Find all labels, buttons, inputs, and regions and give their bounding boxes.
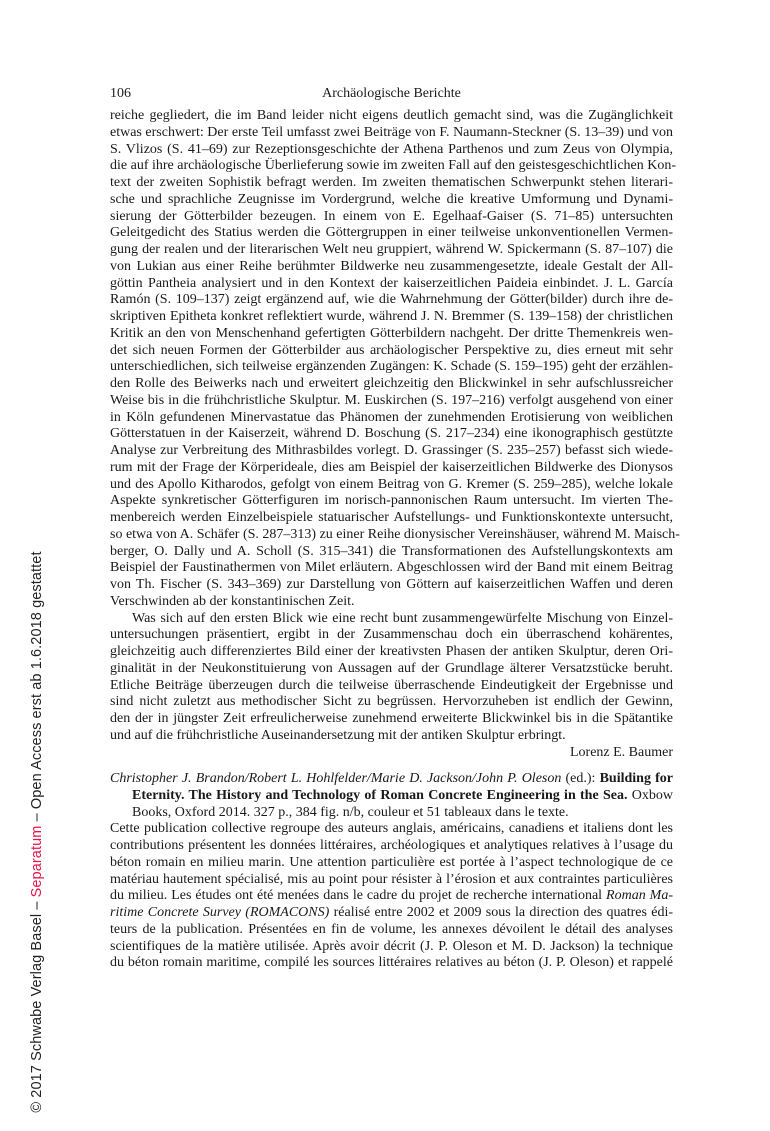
- text-line: [110, 410, 673, 427]
- text-line: [110, 460, 673, 477]
- text-segment: den Rolle des Beiwerks nach und erweitert gleichzeitig den Blickwinkel in sehr aufschlussreicher: [110, 376, 673, 391]
- text-line: [110, 175, 673, 192]
- bold-text: Eternity. The History and Technology of Roman Concrete Engineering in the Sea.: [132, 787, 628, 803]
- text-line: [110, 393, 673, 410]
- text-segment: du béton romain maritime, compilé les sources littéraires relatives au béton (J. P. Oleson) et rappelé: [110, 955, 673, 971]
- text-line: [110, 108, 673, 125]
- text-line: [110, 225, 673, 242]
- text-segment: (ed.):: [561, 771, 600, 786]
- text-line: [110, 939, 673, 956]
- review-building-for-eternity: [110, 771, 673, 972]
- text-line: [110, 443, 673, 460]
- text-segment: du milieu. Les études ont été menées dans le cadre du projet de recherche international: [110, 888, 607, 904]
- text-segment: rum mit der Frage der Körperideale, dies am Beispiel der kaiserzeitlichen Bildwerke des Dionysos: [110, 459, 673, 475]
- text-segment: S. Vlizos (S. 41–69) zur Rezeptionsgeschichte der Athena Parthenos und zum Zeus von Olympia,: [110, 141, 673, 157]
- review-baumer: [110, 108, 680, 761]
- text-line: [110, 343, 673, 360]
- text-segment: Aspekte synkretischer Götterfiguren im norisch-pannonischen Raum untersucht. Im vierten The-: [110, 493, 673, 509]
- text-line: [110, 242, 673, 259]
- text-segment: Kritik an den von Menschenhand gefertigten Götterbildern nachgeht. Der dritte Themenkreis wen-: [110, 325, 673, 341]
- text-segment: die auf ihre archäologische Überlieferung sowie im zweiten Fall auf den geistesgeschichtlichen Kon-: [110, 158, 677, 174]
- copyright-suffix: – Open Access erst ab 1.6.2018 gestattet: [29, 551, 45, 826]
- text-segment: Verschwinden ab der konstantinischen Zeit.: [110, 593, 355, 609]
- italic-text: Christopher J. Brandon/Robert L. Hohlfelder/Marie D. Jackson/John P. Oleson: [110, 771, 562, 786]
- text-line: [110, 611, 673, 628]
- text-line: [110, 544, 673, 561]
- text-line: [110, 510, 673, 527]
- text-segment: sche und sprachliche Zeugnisse im Vordergrund, welche die kreative Umformung und Dynami-: [110, 191, 673, 207]
- text-line: [110, 577, 673, 594]
- text-line: [110, 644, 673, 661]
- text-segment: béton romain en milieu marin. Une attention particulière est portée à l’aspect technologique de ce: [110, 854, 673, 870]
- text-segment: Etliche Beiträge überzeugen durch die teilweise überraschende Eindeutigkeit der Ergebnisse und: [110, 677, 673, 693]
- text-segment: etwas erschwert: Der erste Teil umfasst zwei Beiträge von F. Naumann-Steckner (S. 13–39) und von: [110, 124, 673, 140]
- text-segment: den der in jüngster Zeit erfreulicherweise zunehmend erweiterte Blickwinkel bis in die Spätantike: [110, 711, 673, 726]
- text-line: [110, 855, 673, 872]
- text-line: [110, 359, 673, 376]
- text-segment: matériau hautement spécialisé, mis au point pour résister à l’érosion et aux contraintes particulières: [110, 871, 673, 887]
- text-segment: Ramón (S. 109–137) zeigt ergänzend auf, wie die Wahrnehmung der Götter(bilder) durch ihre de-: [110, 292, 673, 308]
- copyright-prefix: © 2017 Schwabe Verlag Basel –: [29, 897, 45, 1113]
- text-line: [110, 477, 673, 494]
- text-line: [110, 526, 680, 544]
- text-line: [110, 805, 673, 822]
- text-line: [110, 955, 673, 972]
- text-line: [110, 209, 673, 226]
- text-segment: Oxbow: [627, 787, 673, 803]
- text-segment: von Th. Fischer (S. 343–369) zur Darstellung von Göttern auf kaiserzeitlichen Waffen und deren: [110, 577, 673, 592]
- text-segment: réalisé entre 2002 et 2009 sous la direction des quatres édi-: [329, 905, 673, 920]
- separatum-label: Separatum: [29, 825, 45, 898]
- text-line: [110, 276, 673, 293]
- journal-section-title: Archäologische Berichte: [322, 86, 461, 101]
- reviewer-name: Lorenz E. Baumer: [569, 744, 673, 760]
- text-segment: Analyse zur Verbreitung des Mithrasbildes vorlegt. D. Grassinger (S. 235–257) befasst sich wiede-: [110, 443, 673, 458]
- text-line: [110, 142, 673, 159]
- text-line: [110, 838, 673, 855]
- text-segment: Was sich auf den ersten Blick wie eine recht bunt zusammengewürfelte Mischung von Einzel-: [132, 610, 673, 626]
- copyright-notice: [29, 551, 45, 1112]
- text-segment: göttin Pantheia analysiert und in den Kontext der kaiserzeitlichen Paideia einbindet. J. L. García: [110, 275, 673, 291]
- text-line: [110, 125, 673, 142]
- text-segment: Geleitgedicht des Statius werden die Göttergruppen in einer teilweise unkonventionellen Vermen-: [110, 225, 673, 241]
- text-segment: und des Apollo Kitharodos, gefolgt von einem Beitrag von G. Kremer (S. 259–285), welche lokale: [110, 476, 673, 492]
- text-segment: unterschiedlichen, sich teilweise ergänzenden Zugängen: K. Schade (S. 159–195) geht der erzählen-: [110, 359, 673, 375]
- text-segment: Weise bis in die frühchristliche Skulptur. M. Euskirchen (S. 197–216) verfolgt ausgehend von einer: [110, 392, 673, 408]
- text-segment: gleichzeitig auch differenziertes Bild einer der kreativsten Phasen der antiken Skulptur, deren Ori-: [110, 644, 673, 659]
- text-line: [110, 694, 673, 711]
- text-segment: det sich neuen Formen der Götterbilder aus archäologischer Perspektive zu, dies erneut mit sehr: [110, 342, 673, 358]
- text-line: [110, 788, 673, 805]
- text-segment: sind nicht zuletzt aus methodischer Sicht zu begrüssen. Hervorzuheben ist endlich der Gewinn,: [110, 694, 673, 710]
- text-segment: in Köln gefundenen Minervastatue das Phänomen der zunehmenden Erotisierung von weiblichen: [110, 409, 673, 425]
- italic-text: ritime Concrete Survey (ROMACONS): [110, 905, 330, 920]
- text-segment: Cette publication collective regroupe des auteurs anglais, américains, canadiens et italiens dont les: [110, 821, 673, 837]
- text-line: [110, 872, 673, 889]
- text-segment: und auf die frühchristliche Auseinandersetzung mit der antiken Skulptur erbringt.: [110, 727, 566, 743]
- text-line: [110, 309, 673, 326]
- text-line: [110, 678, 673, 695]
- text-segment: Beispiel der Faustinathermen von Milet erläutern. Abgeschlossen wird der Band mit einem Beitrag: [110, 560, 673, 576]
- text-segment: reiche gegliedert, die im Band leider nicht eigens deutlich gemacht sind, was die Zugänglichkeit: [110, 108, 673, 123]
- text-line: [110, 426, 673, 443]
- text-segment: sierung der Götterbilder bezeugen. In einem von E. Egelhaaf-Gaiser (S. 71–85) untersuchten: [110, 208, 673, 224]
- text-segment: contributions présentent les données littéraires, archéologiques et analytiques relatives à l’usage du: [110, 838, 673, 853]
- text-line: [110, 922, 673, 939]
- text-line: [110, 594, 673, 611]
- text-line: [110, 661, 673, 678]
- text-segment: Götterstatuen in der Kaiserzeit, während D. Boschung (S. 217–234) eine ikonographisch gestützte: [110, 426, 673, 442]
- text-line: [110, 627, 673, 644]
- text-segment: berger, O. Dally und A. Scholl (S. 315–341) die Transformationen des Aufstellungskontexts am: [110, 543, 673, 559]
- text-segment: menbereich werden Einzelbeispiele statuarischer Aufstellungs- und Funktionskontexte untersucht,: [110, 510, 673, 525]
- text-segment: gung der realen und der literarischen Welt neu gruppiert, während W. Spickermann (S. 87–107) die: [110, 242, 673, 257]
- text-segment: untersuchungen präsentiert, ergibt in der Zusammenschau doch ein überraschend kohärentes,: [110, 627, 673, 643]
- text-line: [110, 259, 673, 276]
- running-head: [110, 86, 673, 104]
- text-line: [110, 771, 673, 788]
- text-line: [110, 888, 673, 905]
- text-segment: teurs de la publication. Présentées en fin de volume, les annexes dévoilent le détail des analyses: [110, 921, 673, 937]
- text-segment: von Lukian aus einer Reihe berühmter Bildwerke neu zusammengesetzte, ideale Gestalt der All-: [110, 258, 673, 274]
- text-line: [110, 292, 673, 309]
- italic-text: Roman Ma-: [606, 888, 673, 904]
- text-line: [110, 821, 673, 838]
- text-line: [110, 376, 673, 393]
- text-line: [110, 560, 673, 577]
- text-segment: ginalität in der Neukonstituierung von Aussagen auf der Grundlage älterer Versatzstücke beruht.: [110, 660, 673, 676]
- text-line: [110, 905, 673, 922]
- text-line: [110, 158, 677, 175]
- text-line: [110, 728, 673, 745]
- page-number: 106: [110, 86, 131, 101]
- bold-text: Building for: [599, 771, 673, 786]
- text-segment: scientifiques de la matière utilisée. Après avoir décrit (J. P. Oleson et M. D. Jackson) la technique: [110, 938, 673, 954]
- text-line: [110, 493, 673, 510]
- text-segment: skriptiven Epitheta konkret reflektiert wurde, während J. N. Bremmer (S. 139–158) der christlichen: [110, 309, 673, 324]
- text-segment: text der zweiten Sophistik befragt werden. Im zweiten thematischen Schwerpunkt stehen literari-: [110, 175, 673, 190]
- text-segment: Books, Oxford 2014. 327 p., 384 fig. n/b, couleur et 51 tableaux dans le texte.: [132, 804, 569, 820]
- text-line: [110, 326, 673, 343]
- text-line: [110, 711, 673, 728]
- text-line: [110, 192, 673, 209]
- text-segment: so etwa von A. Schäfer (S. 287–313) zu einer Reihe dionysischer Vereinshäuser, während M. Maisch-: [110, 526, 680, 542]
